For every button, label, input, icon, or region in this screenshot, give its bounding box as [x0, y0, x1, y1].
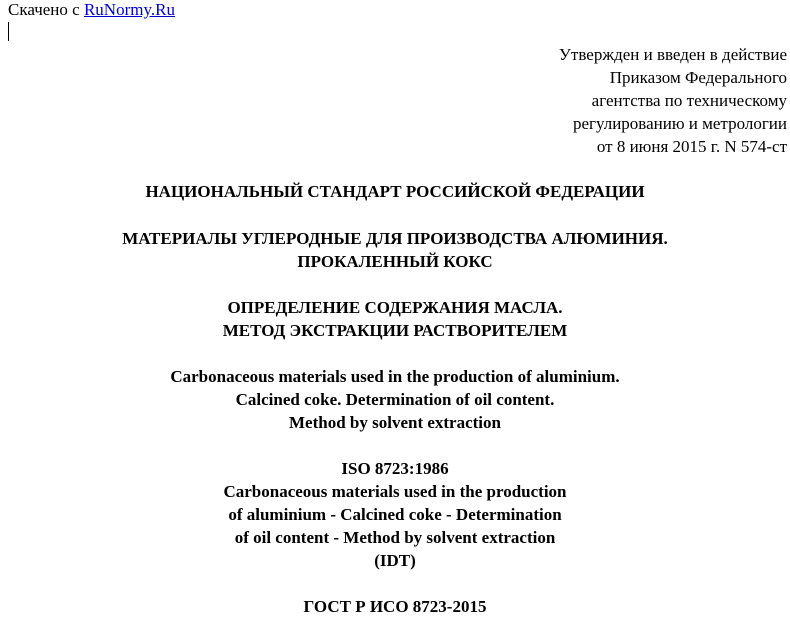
approval-line: Приказом Федерального [609, 68, 787, 87]
standard-type-heading [0, 180, 790, 203]
title-ru-line: МАТЕРИАЛЫ УГЛЕРОДНЫЕ ДЛЯ ПРОИЗВОДСТВА АЛЮМИНИЯ. [122, 229, 668, 248]
subtitle-ru [0, 296, 790, 342]
title-en [0, 365, 790, 434]
iso-reference [0, 457, 790, 572]
title-en-line: Calcined coke. Determination of oil content. [235, 390, 555, 409]
approval-line: регулированию и метрологии [572, 114, 787, 133]
source-link[interactable]: RuNormy.Ru [83, 0, 175, 19]
text-cursor [8, 22, 9, 41]
approval-line: Утвержден и введен в действие [558, 45, 787, 64]
standard-type: НАЦИОНАЛЬНЫЙ СТАНДАРТ РОССИЙСКОЙ ФЕДЕРАЦИИ [145, 182, 645, 201]
approval-line: агентства по техническому [591, 91, 787, 110]
iso-code: ISO 8723:1986 [341, 459, 449, 478]
title-ru-line: ПРОКАЛЕННЫЙ КОКС [297, 252, 493, 271]
iso-equivalence: (IDT) [374, 551, 416, 570]
iso-title-line: of oil content - Method by solvent extraction [234, 528, 556, 547]
approval-block [559, 43, 787, 158]
iso-title-line: of aluminium - Calcined coke - Determination [228, 505, 562, 524]
source-line [8, 0, 175, 20]
standard-designation: ГОСТ Р ИСО 8723-2015 [303, 597, 487, 616]
title-en-line: Carbonaceous materials used in the production of aluminium. [170, 367, 620, 386]
source-prefix: Скачено с [8, 0, 84, 19]
subtitle-ru-line: ОПРЕДЕЛЕНИЕ СОДЕРЖАНИЯ МАСЛА. [227, 298, 563, 317]
designation-block [0, 595, 790, 618]
title-ru [0, 227, 790, 273]
approval-line: от 8 июня 2015 г. N 574-ст [596, 137, 787, 156]
subtitle-ru-line: МЕТОД ЭКСТРАКЦИИ РАСТВОРИТЕЛЕМ [222, 321, 568, 340]
title-en-line: Method by solvent extraction [288, 413, 501, 432]
iso-title-line: Carbonaceous materials used in the production [223, 482, 567, 501]
